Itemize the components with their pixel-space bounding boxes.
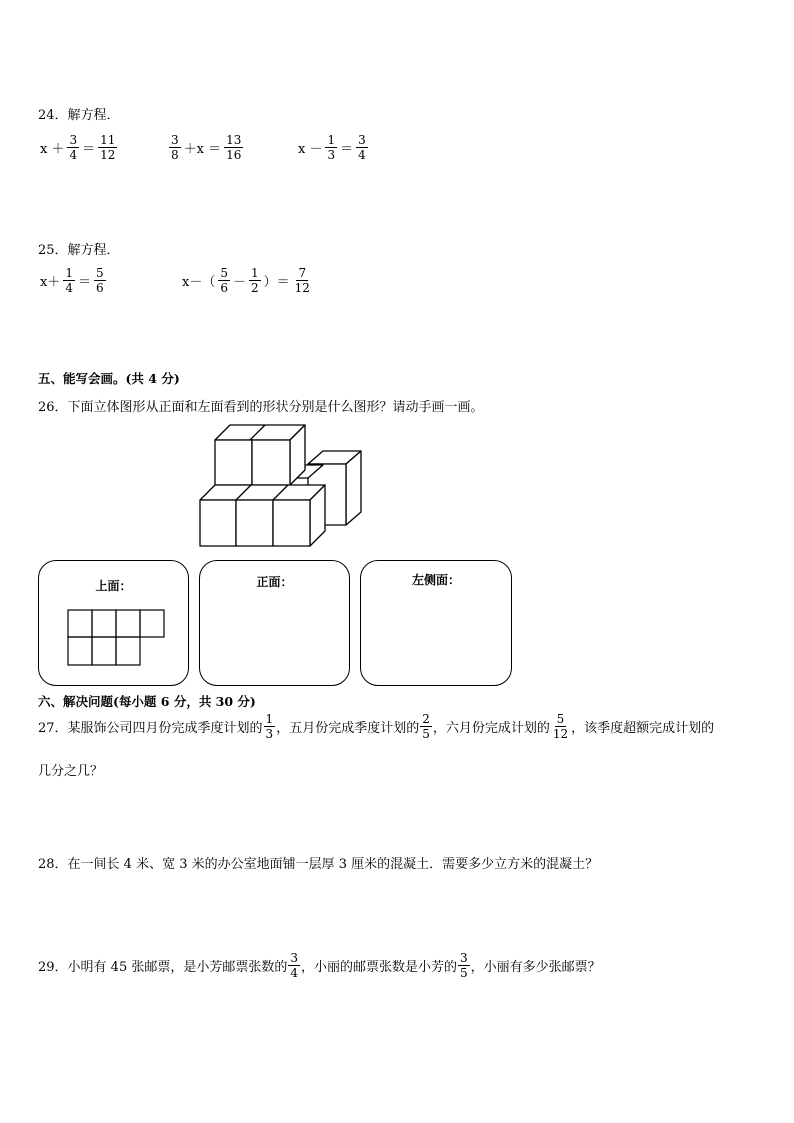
- box-title: 上面：: [95, 579, 132, 593]
- cube-front-face: [215, 440, 252, 485]
- cube-front-face: [252, 440, 290, 485]
- denominator: 12: [100, 148, 116, 162]
- numerator: 3: [69, 133, 78, 147]
- eq-text: x－（: [182, 275, 216, 290]
- eq-text: x＋: [40, 275, 61, 290]
- cube-front-face: [273, 500, 310, 546]
- fraction: [224, 133, 243, 162]
- q27-part: ，六月份完成计划的: [432, 721, 550, 736]
- cube-side-face: [346, 451, 361, 525]
- q29-part: ，小丽的邮票张数是小芳的: [301, 960, 458, 975]
- left-view-box[interactable]: [360, 560, 512, 686]
- numerator: 13: [226, 133, 242, 147]
- numerator: 3: [358, 133, 366, 147]
- cube-top-face: [200, 485, 325, 500]
- fraction: [249, 266, 261, 295]
- eq-text: x －: [298, 142, 323, 157]
- fraction: [420, 712, 432, 741]
- q29-part: ，小丽有多少张邮票？: [470, 960, 601, 975]
- denominator: 3: [327, 148, 336, 162]
- q27-part: ，该季度超额完成计划的: [571, 721, 715, 736]
- q29-text: [38, 951, 601, 980]
- q27-part: ，五月份完成季度计划的: [276, 721, 420, 736]
- denominator: 6: [96, 281, 104, 295]
- q27-part: 27．某服饰公司四月份完成季度计划的: [38, 721, 263, 736]
- numerator: 1: [65, 266, 73, 280]
- fraction: [325, 133, 337, 162]
- denominator: 4: [65, 281, 73, 295]
- fraction: [94, 266, 106, 295]
- denominator: 12: [294, 281, 310, 295]
- fraction: [169, 133, 181, 162]
- q25-equation-1: [38, 266, 107, 295]
- numerator: 3: [171, 133, 179, 147]
- box-title: 左侧面：: [411, 573, 460, 587]
- section-6-heading: 六、解决问题(每小题 6 分，共 30 分): [38, 694, 256, 709]
- numerator: 1: [251, 266, 259, 280]
- denominator: 4: [290, 966, 298, 980]
- section-5-heading: 五、能写会画。(共 4 分): [38, 371, 180, 386]
- box-title: 正面：: [256, 575, 293, 589]
- q24-label: 24．解方程．: [38, 108, 120, 123]
- q29-part: 29．小明有 45 张邮票，是小芳邮票张数的: [38, 960, 288, 975]
- fraction: [288, 951, 300, 980]
- denominator: 12: [552, 727, 569, 741]
- cube-figure: [195, 420, 385, 550]
- q24-equation-1: [38, 133, 118, 162]
- numerator: 7: [298, 266, 307, 280]
- numerator: 1: [327, 133, 336, 147]
- denominator: 5: [422, 727, 430, 741]
- fraction: [264, 712, 276, 741]
- eq-text: ）＝: [263, 275, 290, 290]
- numerator: 3: [460, 951, 468, 965]
- q28-text: 28．在一间长 4 米、宽 3 米的办公室地面铺一层厚 3 厘米的混凝土．需要多少立方米的混凝土？: [38, 857, 599, 872]
- fraction: [98, 133, 117, 162]
- q24-equation-2: [168, 133, 244, 162]
- numerator: 2: [422, 712, 430, 726]
- cube-front-face: [200, 500, 236, 546]
- numerator: 11: [100, 133, 116, 147]
- numerator: 3: [290, 951, 298, 965]
- denominator: 4: [358, 148, 366, 162]
- top-view-grid: [67, 607, 167, 667]
- front-view-box[interactable]: [199, 560, 350, 686]
- denominator: 2: [251, 281, 259, 295]
- q27-line-2: 几分之几？: [38, 764, 104, 779]
- numerator: 5: [220, 266, 228, 280]
- fraction: [218, 266, 230, 295]
- numerator: 5: [556, 712, 565, 726]
- eq-text: ＝: [82, 142, 96, 157]
- denominator: 5: [460, 966, 468, 980]
- denominator: 8: [171, 148, 179, 162]
- fraction: [67, 133, 79, 162]
- fraction: [551, 712, 570, 741]
- q26-label: 26．下面立体图形从正面和左面看到的形状分别是什么图形？请动手画一画。: [38, 400, 484, 415]
- fraction: [458, 951, 470, 980]
- fraction: [63, 266, 75, 295]
- fraction: [356, 133, 368, 162]
- eq-text: ＝: [340, 142, 354, 157]
- eq-text: ＝: [77, 275, 91, 290]
- q24-equation-3: [296, 133, 369, 162]
- denominator: 6: [220, 281, 228, 295]
- numerator: 1: [265, 712, 274, 726]
- numerator: 5: [96, 266, 104, 280]
- eq-text: －: [232, 275, 246, 290]
- q27-text: [38, 712, 714, 741]
- cube-front-face: [236, 500, 273, 546]
- eq-text: x ＋: [40, 142, 65, 157]
- q25-label: 25．解方程．: [38, 243, 120, 258]
- q25-equation-2: [180, 266, 313, 295]
- eq-text: ＋x ＝: [183, 142, 222, 157]
- denominator: 4: [69, 148, 78, 162]
- denominator: 3: [265, 727, 274, 741]
- fraction: [293, 266, 312, 295]
- top-view-box: [38, 560, 189, 686]
- denominator: 16: [226, 148, 242, 162]
